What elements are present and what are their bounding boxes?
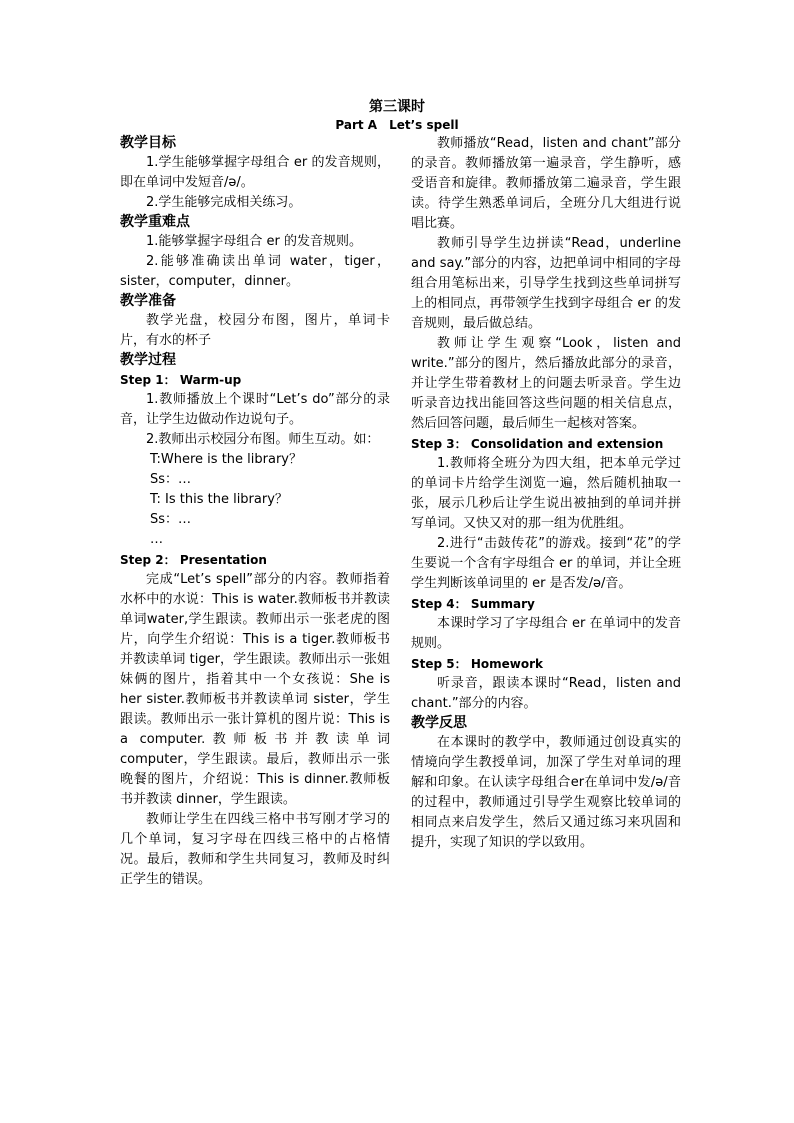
step5-title: Step 5： Homework <box>411 657 543 671</box>
step3-paragraph-1: 1.教师将全班分为四大组，把本单元学过的单词卡片给学生浏览一遍，然后随机抽取一张，展示几秒后让学生说出被抽到的单词并拼写单词。又快又对的那一组为优胜组。 <box>411 456 681 531</box>
step1-title: Step 1： Warm-up <box>120 373 242 387</box>
dialog-line: … <box>150 532 163 547</box>
chant-paragraph: 教师播放“Read，listen and chant”部分的录音。教师播放第一遍录音，学生静听，感受语音和旋律。教师播放第二遍录音，学生跟读。待学生熟悉单词后，全班分几大组进行说唱比赛。 <box>411 136 681 231</box>
left-column <box>120 134 390 890</box>
step1-paragraph-1: 1.教师播放上个课时“Let’s do”部分的录音，让学生边做动作边说句子。 <box>120 392 390 427</box>
dialog-line: Ss：… <box>150 472 192 487</box>
step1-paragraph-2: 2.教师出示校园分布图。师生互动。如： <box>146 432 380 447</box>
step2-title: Step 2： Presentation <box>120 553 267 567</box>
look-listen-paragraph: 教师让学生观察“Look，listen and write.”部分的图片，然后播放此部分的录音，并让学生带着教材上的问题去听录音。学生边听录音边找出能回答这些问题的相关信息点，然后回答问题，最后师生一起核对答案。 <box>411 336 681 431</box>
dialog-line: Ss：… <box>150 512 192 527</box>
step4-title: Step 4： Summary <box>411 597 535 611</box>
process-heading: 教学过程 <box>120 352 176 368</box>
preparation-heading: 教学准备 <box>120 293 176 309</box>
right-column <box>411 134 681 853</box>
goal-1: 1.学生能够掌握字母组合 er 的发音规则，即在单词中发短音/ə/。 <box>120 155 390 190</box>
underline-paragraph: 教师引导学生边拼读“Read，underline and say.”部分的内容，边把单词中相同的字母组合用笔标出来，引导学生找到这些单词拼写上的相同点，再带领学生找到字母组合 er 的发音规则，最后做总结。 <box>411 236 681 331</box>
step3-title: Step 3： Consolidation and extension <box>411 437 664 451</box>
step5-paragraph: 听录音，跟读本课时“Read，listen and chant.”部分的内容。 <box>411 676 681 711</box>
dialog-line: T:Where is the library？ <box>150 452 302 467</box>
reflection-paragraph: 在本课时的教学中，教师通过创设真实的情境向学生教授单词，加深了学生对单词的理解和印象。在认读字母组合er在单词中发/ə/音的过程中，教师通过引导学生观察比较单词的相同点来启发学生，然后又通过练习来巩固和提升，实现了知识的学以致用。 <box>411 735 681 850</box>
key-point-2: 2.能够准确读出单词 water，tiger，sister，computer，dinner。 <box>120 254 390 289</box>
key-point-1: 1.能够掌握字母组合 er 的发音规则。 <box>146 234 363 249</box>
goal-2: 2.学生能够完成相关练习。 <box>146 195 302 210</box>
key-points-heading: 教学重难点 <box>120 214 190 230</box>
lesson-title: 第三课时 <box>369 99 425 115</box>
step2-paragraph-1: 完成“Let’s spell”部分的内容。教师指着水杯中的水说：This is water.教师板书并教读单词water,学生跟读。教师出示一张老虎的图片，向学生介绍说：This is a tiger.教师板书并教读单词 tiger，学生跟读。教师出示一张姐妹俩的图片，指着其中一个女孩说：She is her sister.教师板书并教读单词 sister，学生跟读。教师出示一张计算机的图片说：This is a computer.教师板书并教读单词 computer，学生跟读。最后，教师出示一张晚餐的图片，介绍说：This is dinner.教师板书并教读 dinner，学生跟读。 <box>120 572 390 807</box>
dialog-line: T: Is this the library？ <box>150 492 288 507</box>
reflection-heading: 教学反思 <box>411 715 467 731</box>
preparation-text: 教学光盘，校园分布图，图片，单词卡片，有水的杯子 <box>120 313 390 348</box>
goals-heading: 教学目标 <box>120 135 176 151</box>
step2-paragraph-2: 教师让学生在四线三格中书写刚才学习的几个单词，复习字母在四线三格中的占格情况。最后，教师和学生共同复习，教师及时纠正学生的错误。 <box>120 812 390 887</box>
step3-paragraph-2: 2.进行“击鼓传花”的游戏。接到“花”的学生要说一个含有字母组合 er 的单词，并让全班学生判断该单词里的 er 是否发/ə/音。 <box>411 536 681 591</box>
step4-paragraph: 本课时学习了字母组合 er 在单词中的发音规则。 <box>411 616 681 651</box>
lesson-subtitle: Part A Let’s spell <box>335 118 459 132</box>
